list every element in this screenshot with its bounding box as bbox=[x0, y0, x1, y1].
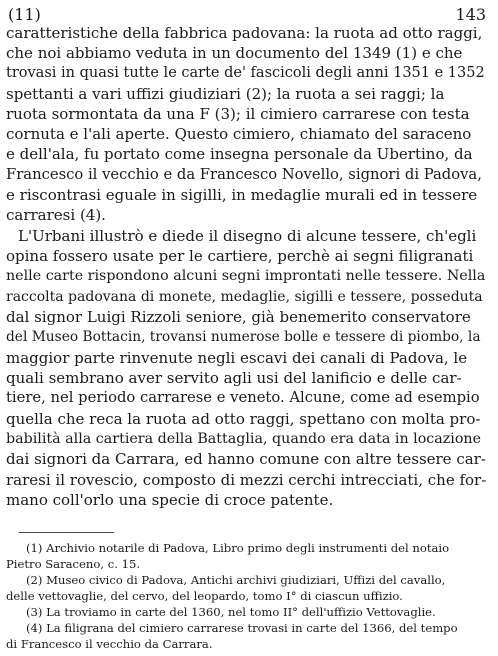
chapter-marker: (11) bbox=[8, 5, 41, 24]
footnote-line: (3) La troviamo in carte del 1360, nel tomo II° dell'uffizio Vettovaglie. bbox=[26, 605, 436, 619]
body-line: Francesco il vecchio e da Francesco Novello, signori di Padova, bbox=[6, 166, 482, 183]
body-line: tiere, nel periodo carrarese e veneto. Alcune, come ad esempio bbox=[6, 389, 480, 406]
footnote-line: (1) Archivio notarile di Padova, Libro primo degli instrumenti del notaio bbox=[26, 541, 450, 555]
body-line: che noi abbiamo veduta in un documento del 1349 (1) e che bbox=[6, 44, 463, 62]
body-line: quella che reca la ruota ad otto raggi, spettano con molta pro- bbox=[6, 410, 481, 428]
body-line: dal signor Luigi Rizzoli seniore, già benemerito conservatore bbox=[6, 308, 471, 326]
footnote-line: delle vettovaglie, del cervo, del leopardo, tomo I° di ciascun uffizio. bbox=[6, 589, 403, 603]
body-line: e dell'ala, fu portato come insegna personale da Ubertino, da bbox=[6, 145, 473, 163]
body-line: cornuta e l'ali aperte. Questo cimiero, chiamato del saraceno bbox=[6, 125, 472, 143]
body-line: babilità alla cartiera della Battaglia, quando era data in locazione bbox=[6, 431, 482, 447]
body-line: raccolta padovana di monete, medaglie, sigilli e tessere, posseduta bbox=[6, 289, 483, 305]
footnote-line: di Francesco il vecchio da Carrara. bbox=[6, 637, 213, 651]
body-line: dai signori da Carrara, ed hanno comune con altre tessere car- bbox=[6, 450, 486, 468]
body-line: ruota sormontata da una F (3); il cimiero carrarese con testa bbox=[6, 105, 470, 123]
footnote-line: (4) La filigrana del cimiero carrarese trovasi in carte del 1366, del tempo bbox=[26, 621, 458, 635]
body-line: mano coll'orlo una specie di croce patente. bbox=[6, 491, 334, 509]
body-line: spettanti a vari uffizi giudiziari (2); la ruota a sei raggi; la bbox=[6, 85, 445, 103]
body-line: caratteristiche della fabbrica padovana: la ruota ad otto raggi, bbox=[6, 24, 483, 42]
body-line: del Museo Bottacin, trovansi numerose bolle e tessere di piombo, la bbox=[6, 329, 481, 345]
body-line: L'Urbani illustrò e diede il disegno di alcune tessere, ch'egli bbox=[18, 227, 477, 245]
footnote-line: (2) Museo civico di Padova, Antichi archivi giudiziari, Uffizi del cavallo, bbox=[26, 573, 446, 587]
body-line: maggior parte rinvenute negli escavi dei canali di Padova, le bbox=[6, 349, 468, 367]
body-line: carraresi (4). bbox=[6, 206, 106, 224]
body-line: quali sembrano aver servito agli usi del lanificio e delle car- bbox=[6, 369, 462, 387]
footnote-line: Pietro Saraceno, c. 15. bbox=[6, 557, 141, 571]
body-line: opina fossero usate per le cartiere, perchè ai segni filigranati bbox=[6, 247, 474, 265]
body-line: e riscontrasi eguale in sigilli, in medaglie murali ed in tessere bbox=[6, 186, 478, 204]
footnote-divider bbox=[19, 532, 114, 533]
page-number: 143 bbox=[455, 5, 486, 24]
body-line: trovasi in quasi tutte le carte de' fascicoli degli anni 1351 e 1352 bbox=[6, 65, 485, 81]
body-line: nelle carte rispondono alcuni segni improntati nelle tessere. Nella bbox=[6, 268, 486, 284]
body-line: raresi il rovescio, composto di mezzi cerchi intrecciati, che for- bbox=[6, 471, 486, 489]
